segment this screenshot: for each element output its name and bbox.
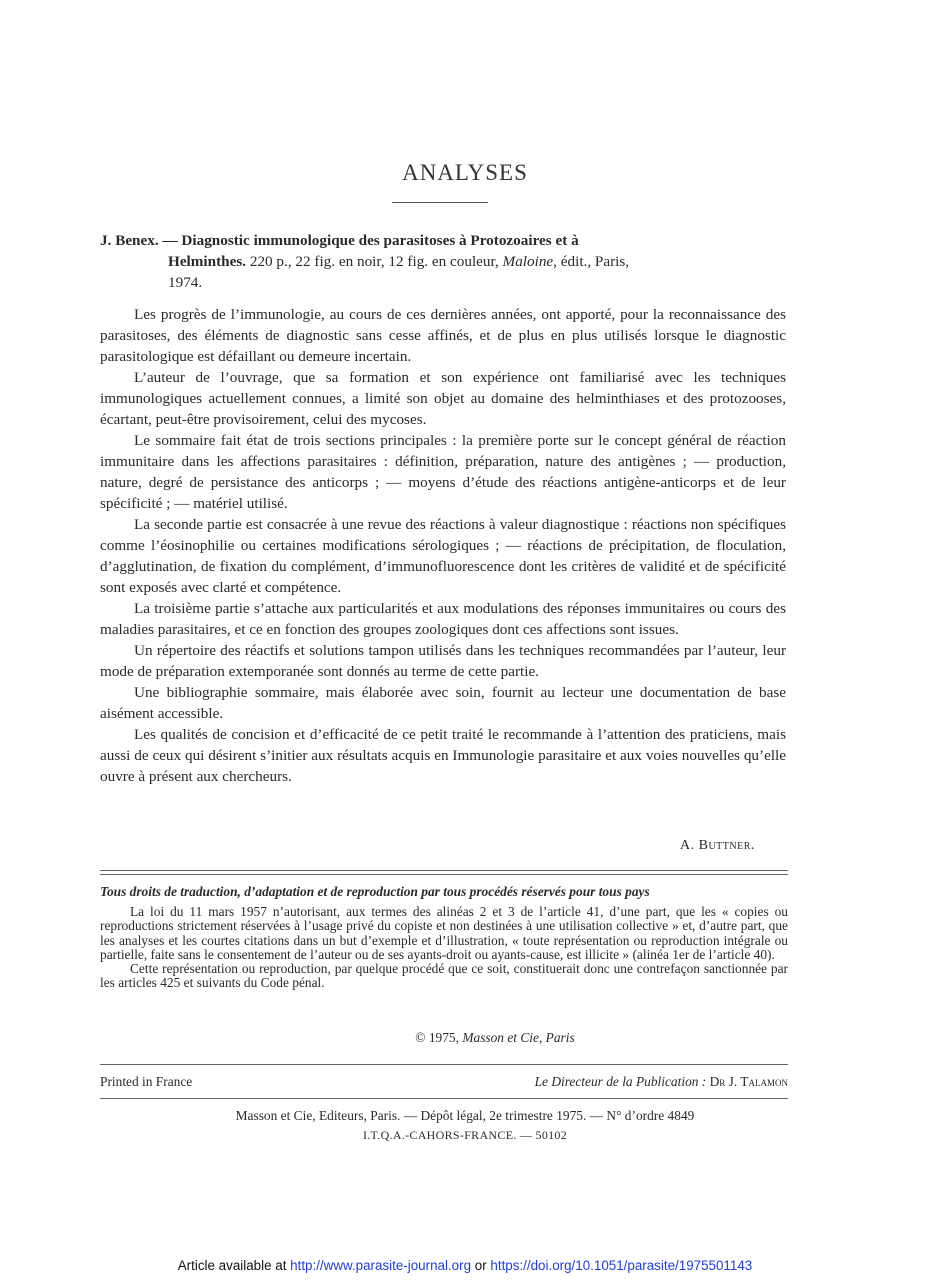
review-paragraph: La seconde partie est consacrée à une revue des réactions à valeur diagnostique : réactions non spécifiques comme l’éosinophilie ou certaines modifications sérologiques ; — réactions de précipitation, de floculation, d’agglutination, de fixation du complément, d’immunofluorescence dont les critères de validité et de spécificité sont exposés avec clarté et compétence.	[100, 516, 786, 596]
review-paragraph: Un répertoire des réactifs et solutions tampon utilisés dans les techniques recommandées par l’auteur, leur mode de préparation extemporanée sont donnés au terme de cette partie.	[100, 642, 786, 680]
rights-paragraph: La loi du 11 mars 1957 n’autorisant, aux termes des alinéas 2 et 3 de l’article 41, d’une part, que les « copies ou reproductions strictement réservées à l’usage privé du copiste et non destinées à une utilisation collective » et, d’autre part, que les analyses et les courtes citations dans un but d’exemple et d’illustration, « toute représentation ou reproduction intégrale ou partielle, faite sans le consentement de l’auteur ou de ses ayants-droit ou ayants-cause, est illicite » (alinéa 1er de l’article 40).	[100, 904, 788, 962]
reviewer-signature: A. Buttner.	[680, 838, 755, 853]
review-paragraph: Le sommaire fait état de trois sections principales : la première porte sur le concept général de réaction immunitaire dans les affections parasitaires : définition, préparation, nature des antigènes ; — production, nature, degré de persistance des anticorps ; — moyens d’étude des réactions antigène-anticorps et de leur spécificité ; — matériel utilisé.	[100, 432, 786, 512]
copyright-year: 1975,	[428, 1030, 459, 1045]
rights-lead: Tous droits de traduction, d’adaptation et de reproduction par tous procédés réservés pour tous pays	[100, 884, 650, 899]
footer-prefix: Article available at	[177, 1258, 287, 1273]
review-body	[100, 304, 786, 787]
reference-publisher: Maloine,	[502, 253, 557, 270]
imprint-top-rule	[100, 1064, 788, 1065]
journal-link[interactable]: http://www.parasite-journal.org	[290, 1258, 472, 1273]
reference-title-line1: Diagnostic immunologique des parasitoses à Protozoaires et à	[181, 232, 579, 249]
printed-in: Printed in France	[100, 1074, 193, 1089]
section-double-rule	[100, 870, 788, 875]
director-label: Le Directeur de la Publication :	[534, 1074, 707, 1089]
book-reference	[100, 230, 786, 293]
reference-dash: —	[162, 232, 178, 249]
reference-author: J. Benex.	[100, 232, 159, 249]
publisher-line: Masson et Cie, Editeurs, Paris. — Dépôt légal, 2e trimestre 1975. — N° d’ordre 4849	[235, 1108, 695, 1123]
reference-year: 1974.	[168, 274, 203, 291]
review-paragraph: Une bibliographie sommaire, mais élaborée avec soin, fournit au lecteur une documentation de base aisément accessible.	[100, 684, 786, 722]
review-paragraph: La troisième partie s’attache aux particularités et aux modulations des réponses immunitaires ou cours des maladies parasitaires, et ce en fonction des groupes zoologiques dont ces affections sont issues.	[100, 600, 786, 638]
reference-title-line2: Helminthes.	[168, 253, 247, 270]
review-paragraph: Les qualités de concision et d’efficacité de ce petit traité le recommande à l’attention des praticiens, mais aussi de ceux qui désirent s’initier aux résultats acquis en Immunologie parasitaire et aux voies nouvelles qu’elle ouvre à présent aux chercheurs.	[100, 726, 786, 785]
copyright-holder: Masson et Cie, Paris	[462, 1030, 575, 1045]
footer-or: or	[474, 1258, 487, 1273]
printer-line: I.T.Q.A.-CAHORS-FRANCE. — 50102	[362, 1128, 568, 1142]
heading-rule	[392, 202, 488, 203]
publication-director	[440, 1074, 788, 1090]
page-heading: ANALYSES	[402, 160, 528, 185]
reference-continuation	[100, 251, 786, 293]
doi-link[interactable]: https://doi.org/10.1051/parasite/1975501143	[490, 1258, 753, 1273]
availability-footer	[0, 1258, 930, 1273]
reference-details-end: édit., Paris,	[560, 253, 630, 270]
rights-notice	[100, 885, 788, 990]
imprint-bottom-rule	[100, 1098, 788, 1099]
director-name: Dr J. Talamon	[709, 1074, 788, 1089]
review-paragraph: L’auteur de l’ouvrage, que sa formation et son expérience ont familiarisé avec les techniques immunologiques actuellement connues, a limité son objet au domaine des helminthiases et des protozooses, écartant, peut-être provisoirement, celui des mycoses.	[100, 369, 786, 428]
copyright-icon: ©	[415, 1030, 426, 1045]
copyright-line	[0, 1030, 930, 1046]
review-paragraph: Les progrès de l’immunologie, au cours de ces dernières années, ont apporté, pour la reconnaissance des parasitoses, des éléments de diagnostic sans cesse affinés, et de plus en plus utilisés lorsque le diagnostic parasitologique est défaillant ou demeure incertain.	[100, 306, 786, 365]
rights-paragraph: Cette représentation ou reproduction, par quelque procédé que ce soit, constituerait donc une contrefaçon sanctionnée par les articles 425 et suivants du Code pénal.	[100, 961, 788, 991]
reference-details: 220 p., 22 fig. en noir, 12 fig. en couleur,	[249, 253, 499, 270]
